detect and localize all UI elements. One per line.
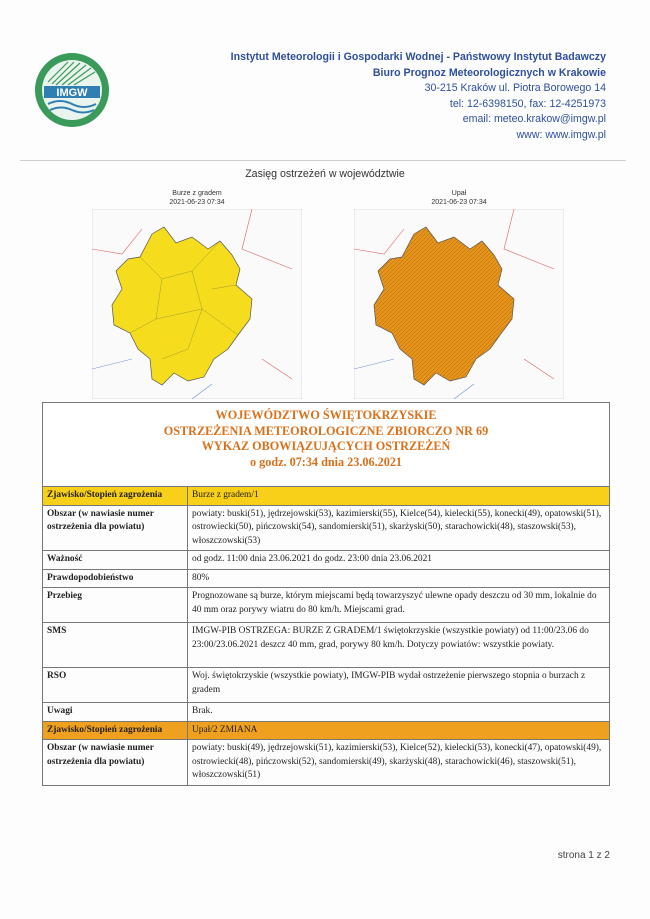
area-value: powiaty: buski(51), jędrzejowski(53), kazimierski(55), Kielce(54), kielecki(55), konecki(49), opatowski(51), ostrowiecki(50), pińczowski(54), sandomierski(51), skarżyski(50), starachowicki(48), staszowski(53), włoszczowski(53) bbox=[188, 505, 610, 551]
maps-section-title: Zasięg ostrzeżeń w województwie bbox=[245, 168, 405, 180]
table-row bbox=[43, 721, 610, 740]
phenomenon-value: Burze z gradem/1 bbox=[188, 487, 610, 506]
map-heat-phenomenon: Upał bbox=[451, 190, 467, 197]
table-row bbox=[43, 623, 610, 668]
warnings-title-block bbox=[42, 402, 610, 487]
office-phone: tel: 12-6398150, fax: 12-4251973 bbox=[449, 97, 606, 110]
validity-label: Ważność bbox=[43, 551, 188, 570]
area-label: Obszar (w nawiasie numer ostrzeżenia dla powiatu) bbox=[43, 505, 188, 551]
remarks-label: Uwagi bbox=[43, 703, 188, 722]
course-value: Prognozowane są burze, którym miejscami będą towarzyszyć ulewne opady deszczu od 30 mm, lokalnie do 40 mm oraz porywy wiatru do 80 km/h. Miejscami grad. bbox=[188, 588, 610, 623]
title-list: WYKAZ OBOWIĄZUJĄCYCH OSTRZEŻEŃ bbox=[201, 439, 451, 453]
table-row bbox=[43, 740, 610, 786]
warnings-table bbox=[42, 486, 610, 786]
header-divider bbox=[20, 160, 626, 161]
sms-value: IMGW-PIB OSTRZEGA: BURZE Z GRADEM/1 świętokrzyskie (wszystkie powiaty) od 11:00/23.06 do 23:00/23.06.2021 deszcz 40 mm, grad, porywy 80 km/h. Dotyczy powiatów: wszystkie powiaty. bbox=[188, 623, 610, 668]
institute-name: Instytut Meteorologii i Gospodarki Wodnej - Państwowy Instytut Badawczy bbox=[230, 51, 606, 63]
phenomenon-value: Upał/2 ZMIANA bbox=[188, 721, 610, 740]
probability-label: Prawdopodobieństwo bbox=[43, 569, 188, 588]
office-www[interactable]: www: www.imgw.pl bbox=[516, 128, 606, 141]
table-row bbox=[43, 668, 610, 703]
rso-value: Woj. świętokrzyskie (wszystkie powiaty), IMGW-PIB wydał ostrzeżenie pierwszego stopnia o burzach z gradem bbox=[188, 668, 610, 703]
map-heat bbox=[354, 190, 564, 402]
sms-label: SMS bbox=[43, 623, 188, 668]
area-label: Obszar (w nawiasie numer ostrzeżenia dla powiatu) bbox=[43, 740, 188, 786]
page-number: strona 1 z 2 bbox=[557, 850, 610, 861]
validity-value: od godz. 11:00 dnia 23.06.2021 do godz. 23:00 dnia 23.06.2021 bbox=[188, 551, 610, 570]
table-row bbox=[43, 551, 610, 570]
title-voivodeship: WOJEWÓDZTWO ŚWIĘTOKRZYSKIE bbox=[215, 408, 437, 422]
office-address: 30-215 Kraków ul. Piotra Borowego 14 bbox=[424, 82, 606, 94]
map-storms-phenomenon: Burze z gradem bbox=[172, 190, 222, 197]
imgw-logo bbox=[34, 52, 110, 128]
institute-header bbox=[186, 50, 606, 143]
area-value: powiaty: buski(49), jędrzejowski(51), kazimierski(53), Kielce(52), kielecki(53), konecki(47), opatowski(49), ostrowiecki(48), pińczowski(52), sandomierski(49), skarżyski(48), starachowicki(46), staszowski(51), włoszczowski(51) bbox=[188, 740, 610, 786]
table-row bbox=[43, 588, 610, 623]
table-row bbox=[43, 703, 610, 722]
title-bulletin: OSTRZEŻENIA METEOROLOGICZNE ZBIORCZO NR 69 bbox=[163, 423, 489, 438]
table-row bbox=[43, 487, 610, 506]
map-storms-datetime: 2021-06-23 07:34 bbox=[169, 198, 225, 206]
office-name: Biuro Prognoz Meteorologicznych w Krakowie bbox=[372, 66, 606, 79]
probability-value: 80% bbox=[188, 569, 610, 588]
map-storms bbox=[92, 190, 302, 402]
table-row bbox=[43, 505, 610, 551]
map-heat-datetime: 2021-06-23 07:34 bbox=[431, 198, 487, 206]
phenomenon-label: Zjawisko/Stopień zagrożenia bbox=[43, 721, 188, 740]
title-time: o godz. 07:34 dnia 23.06.2021 bbox=[249, 454, 403, 469]
office-email[interactable]: email: meteo.krakow@imgw.pl bbox=[462, 113, 606, 125]
rso-label: RSO bbox=[43, 668, 188, 703]
table-row bbox=[43, 569, 610, 588]
remarks-value: Brak. bbox=[188, 703, 610, 722]
phenomenon-label: Zjawisko/Stopień zagrożenia bbox=[43, 487, 188, 506]
course-label: Przebieg bbox=[43, 588, 188, 623]
logo-text: IMGW bbox=[56, 87, 88, 99]
